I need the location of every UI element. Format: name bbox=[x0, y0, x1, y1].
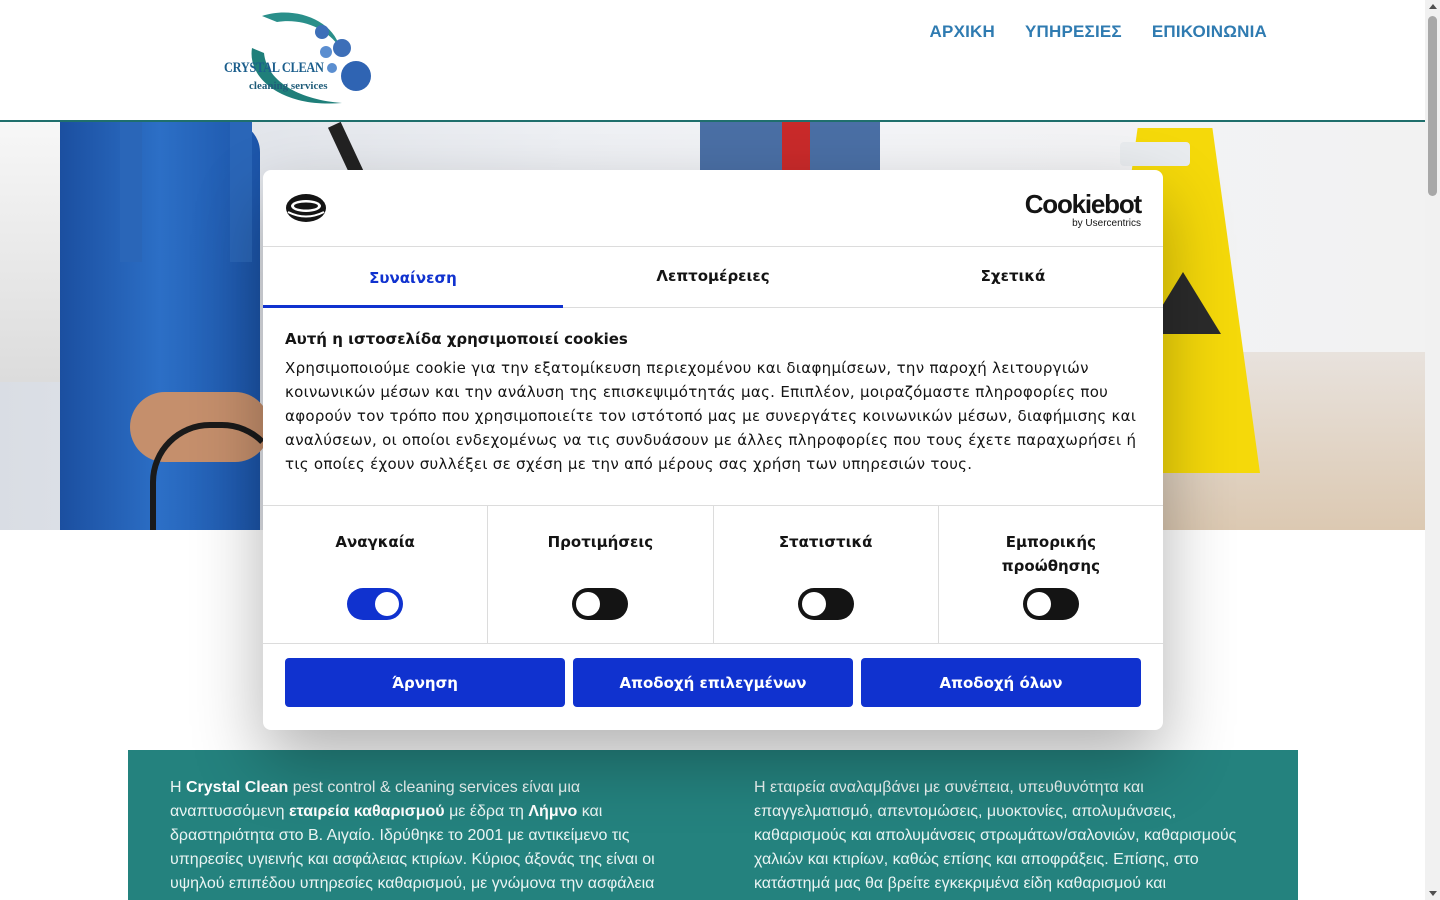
necessary-toggle[interactable] bbox=[347, 588, 403, 620]
cookiebot-byline: by Usercentrics bbox=[1072, 218, 1141, 229]
toggle-knob bbox=[576, 592, 600, 616]
about-location: Λήμνο bbox=[528, 803, 578, 820]
site-header bbox=[0, 0, 1425, 122]
marketing-toggle[interactable] bbox=[1023, 588, 1079, 620]
crystal-clean-logo[interactable] bbox=[222, 8, 374, 110]
deny-button[interactable]: Άρνηση bbox=[285, 658, 565, 707]
tab-about[interactable]: Σχετικά bbox=[980, 267, 1046, 285]
main-nav bbox=[930, 22, 1267, 42]
category-preferences bbox=[488, 506, 713, 643]
cookie-icon bbox=[285, 193, 327, 223]
scroll-down-arrow-icon[interactable] bbox=[1429, 891, 1437, 896]
cookiebot-name: Cookiebot bbox=[1024, 189, 1141, 219]
logo-swoosh-icon bbox=[222, 8, 374, 110]
cookie-tabs bbox=[263, 247, 1163, 308]
tab-consent[interactable]: Συναίνεση bbox=[263, 247, 563, 307]
preferences-toggle[interactable] bbox=[572, 588, 628, 620]
toggle-knob bbox=[375, 592, 399, 616]
logo-title: CRYSTAL CLEAN bbox=[224, 60, 324, 76]
category-label: Εμπορικής προώθησης bbox=[1001, 533, 1100, 575]
about-brand: Crystal Clean bbox=[186, 779, 289, 796]
cookie-categories bbox=[263, 505, 1163, 644]
category-label: Αναγκαία bbox=[335, 533, 415, 551]
nav-item-home[interactable]: ΑΡΧΙΚΗ bbox=[929, 22, 995, 41]
cookie-description: Χρησιμοποιούμε cookie για την εξατομίκευση περιεχομένου και διαφημίσεων, την παροχή λειτουργιών κοινωνικών μέσων και την ανάλυση της επισκεψιμότητάς μας. Επιπλέον, μοιραζόμαστε πληροφορίες που αφορούν τον τρόπο που χρησιμοποιείτε τον ιστότοπό μας με συνεργάτες κοινωνικών μέσων, διαφήμισης και αναλύσεων, οι οποίοι ενδεχομένως να τις συνδυάσουν με άλλες πληροφορίες που τους έχετε παραχωρήσει ή τις οποίες έχουν συλλέξει σε σχέση με την από μέρους σας χρήση των υπηρεσιών τους. bbox=[285, 359, 1137, 473]
category-label: Προτιμήσεις bbox=[547, 533, 654, 551]
about-text: με έδρα τη bbox=[444, 803, 529, 820]
page-scrollbar[interactable] bbox=[1425, 0, 1440, 900]
about-text: pest control & cleaning services είναι μια αναπτυσσόμενη bbox=[170, 779, 581, 820]
accept-all-button[interactable]: Αποδοχή όλων bbox=[861, 658, 1141, 707]
category-statistics bbox=[714, 506, 939, 643]
hero-overall-strap bbox=[120, 122, 142, 262]
toggle-knob bbox=[802, 592, 826, 616]
cookie-actions bbox=[285, 658, 1141, 707]
about-left-text bbox=[170, 776, 660, 896]
category-necessary bbox=[263, 506, 488, 643]
cookie-dialog-body bbox=[285, 330, 1141, 476]
category-label: Στατιστικά bbox=[778, 533, 873, 551]
cookie-dialog-header bbox=[263, 170, 1163, 247]
statistics-toggle[interactable] bbox=[798, 588, 854, 620]
about-text: Η bbox=[170, 779, 186, 796]
hero-overall-strap bbox=[230, 122, 252, 262]
cookie-consent-dialog bbox=[263, 170, 1163, 730]
scroll-up-arrow-icon[interactable] bbox=[1429, 4, 1437, 9]
category-marketing bbox=[939, 506, 1163, 643]
about-right-text: Η εταιρεία αναλαμβάνει με συνέπεια, υπευθυνότητα και επαγγελματισμό, απεντομώσεις, μυοκτονίες, απολυμάνσεις, καθαρισμούς και απολυμάνσεις στρωμάτων/σαλονιών, καθαρισμούς χαλιών και κτιρίων, καθώς επίσης και αποφράξεις. Επίσης, στο κατάστημά μας θα βρείτε εγκεκριμένα είδη καθαρισμού και bbox=[754, 779, 1237, 892]
nav-item-contact[interactable]: ΕΠΙΚΟΙΝΩΝΙΑ bbox=[1151, 22, 1267, 41]
about-section bbox=[128, 750, 1298, 900]
scrollbar-thumb[interactable] bbox=[1428, 16, 1437, 196]
accept-selected-button[interactable]: Αποδοχή επιλεγμένων bbox=[573, 658, 853, 707]
wet-floor-sign-handle bbox=[1120, 142, 1190, 166]
cookiebot-logo[interactable] bbox=[1025, 190, 1141, 230]
about-text: και δραστηριότητα στο Β. Αιγαίο. Ιδρύθηκε το 2001 με αντικείμενο τις υπηρεσίες υγιεινής και ασφάλειας κτιρίων. Κύριος άξονάς της είναι οι υψηλού επιπέδου υπηρεσίες καθαρισμού, με γνώμονα την ασφάλεια bbox=[170, 803, 655, 892]
toggle-knob bbox=[1027, 592, 1051, 616]
nav-item-services[interactable]: ΥΠΗΡΕΣΙΕΣ bbox=[1024, 22, 1122, 41]
cookie-heading: Αυτή η ιστοσελίδα χρησιμοποιεί cookies bbox=[285, 330, 628, 348]
logo-subtitle: cleaning services bbox=[249, 80, 328, 92]
tab-details[interactable]: Λεπτομέρειες bbox=[656, 267, 770, 285]
about-emphasis: εταιρεία καθαρισμού bbox=[288, 803, 445, 820]
